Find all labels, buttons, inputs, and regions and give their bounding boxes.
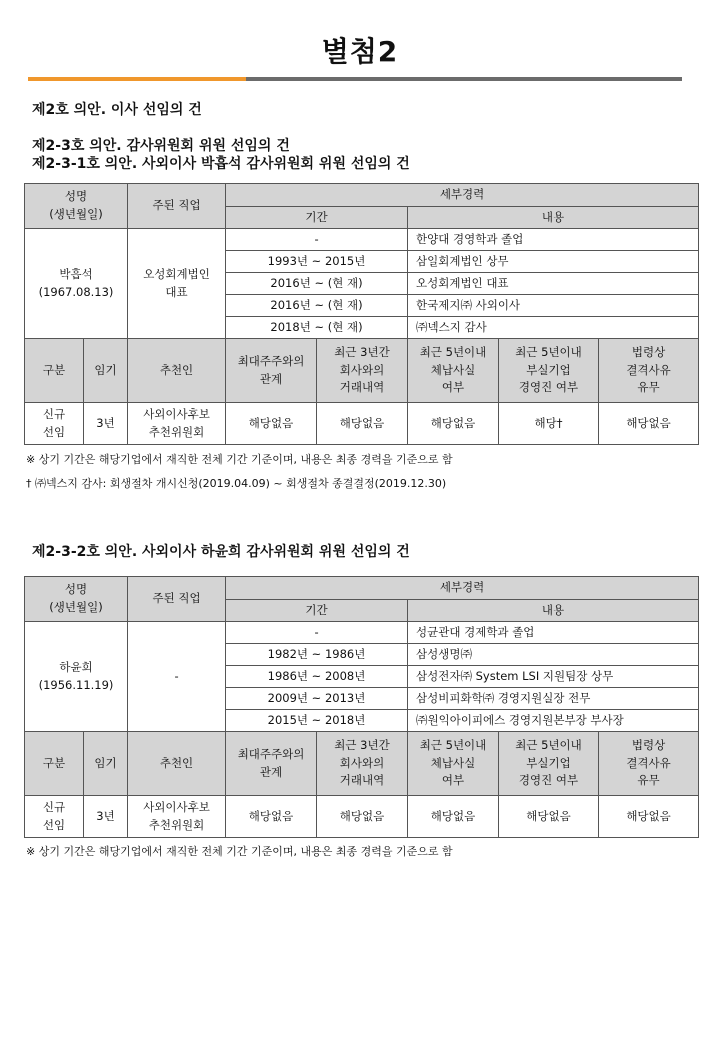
candidate-table-1 bbox=[24, 183, 699, 445]
career-period: 2016년 ~ (현 재) bbox=[226, 295, 408, 317]
career-period: - bbox=[226, 229, 408, 251]
occupation-header: 주된 직업 bbox=[128, 184, 226, 229]
candidate-occupation-cell: 오성회계법인 대표 bbox=[128, 229, 226, 339]
career-period: 2009년 ~ 2013년 bbox=[226, 688, 408, 710]
tax-delinquency-value: 해당없음 bbox=[408, 796, 499, 838]
career-period: 2018년 ~ (현 재) bbox=[226, 317, 408, 339]
insolvent-company-header: 최근 5년이내 부실기업 경영진 여부 bbox=[499, 339, 599, 403]
disqualification-header: 법령상 결격사유 유무 bbox=[599, 732, 699, 796]
career-content: 한양대 경영학과 졸업 bbox=[408, 229, 699, 251]
content-header: 내용 bbox=[408, 207, 699, 229]
candidate-name-cell bbox=[25, 622, 128, 732]
insolvent-company-value: 해당없음 bbox=[499, 796, 599, 838]
career-content: 오성회계법인 대표 bbox=[408, 273, 699, 295]
table2-note: ※ 상기 기간은 해당기업에서 재직한 전체 기간 기준이며, 내용은 최종 경력을 기준으로 함 bbox=[26, 845, 453, 858]
transactions-header: 최근 3년간 회사와의 거래내역 bbox=[317, 732, 408, 796]
career-content: 삼성생명㈜ bbox=[408, 644, 699, 666]
period-header: 기간 bbox=[226, 600, 408, 622]
candidate-name-cell bbox=[25, 229, 128, 339]
candidate-table-2 bbox=[24, 576, 699, 838]
career-period: 1986년 ~ 2008년 bbox=[226, 666, 408, 688]
term-header: 임기 bbox=[84, 339, 128, 403]
disqualification-value: 해당없음 bbox=[599, 796, 699, 838]
page-title: 별첨2 bbox=[321, 35, 399, 68]
content-header: 내용 bbox=[408, 600, 699, 622]
largest-shareholder-header: 최대주주와의 관계 bbox=[226, 339, 317, 403]
tax-delinquency-header: 최근 5년이내 체납사실 여부 bbox=[408, 732, 499, 796]
agenda-heading-sub: 제2-3호 의안. 감사위원회 위원 선임의 건 bbox=[32, 138, 290, 154]
career-period: - bbox=[226, 622, 408, 644]
recommender-value: 사외이사후보 추천위원회 bbox=[128, 403, 226, 445]
tax-delinquency-header: 최근 5년이내 체납사실 여부 bbox=[408, 339, 499, 403]
occupation-header: 주된 직업 bbox=[128, 577, 226, 622]
largest-shareholder-value: 해당없음 bbox=[226, 796, 317, 838]
career-header: 세부경력 bbox=[226, 577, 699, 600]
candidate-occupation-cell: - bbox=[128, 622, 226, 732]
term-value: 3년 bbox=[84, 796, 128, 838]
recommender-header: 추천인 bbox=[128, 732, 226, 796]
name-header: 성명 (생년월일) bbox=[25, 577, 128, 622]
career-content: 삼성전자㈜ System LSI 지원팀장 상무 bbox=[408, 666, 699, 688]
career-content: 성균관대 경제학과 졸업 bbox=[408, 622, 699, 644]
agenda-heading-main: 제2호 의안. 이사 선임의 건 bbox=[32, 102, 202, 118]
tax-delinquency-value: 해당없음 bbox=[408, 403, 499, 445]
disqualification-header: 법령상 결격사유 유무 bbox=[599, 339, 699, 403]
career-content: 삼일회계법인 상무 bbox=[408, 251, 699, 273]
recommender-value: 사외이사후보 추천위원회 bbox=[128, 796, 226, 838]
transactions-value: 해당없음 bbox=[317, 796, 408, 838]
term-header: 임기 bbox=[84, 732, 128, 796]
table1-heading: 제2-3-1호 의안. 사외이사 박흡석 감사위원회 위원 선임의 건 bbox=[32, 156, 410, 172]
largest-shareholder-header: 최대주주와의 관계 bbox=[226, 732, 317, 796]
term-value: 3년 bbox=[84, 403, 128, 445]
candidate-name: 박흡석 bbox=[59, 266, 93, 281]
category-value: 신규 선임 bbox=[25, 796, 84, 838]
career-header: 세부경력 bbox=[226, 184, 699, 207]
largest-shareholder-value: 해당없음 bbox=[226, 403, 317, 445]
table1-footnote: † ㈜넥스지 감사: 회생절차 개시신청(2019.04.09) ~ 회생절차 종결결정(2019.12.30) bbox=[26, 477, 447, 490]
transactions-value: 해당없음 bbox=[317, 403, 408, 445]
period-header: 기간 bbox=[226, 207, 408, 229]
candidate-name: 하윤희 bbox=[59, 659, 93, 674]
category-header: 구분 bbox=[25, 732, 84, 796]
disqualification-value: 해당없음 bbox=[599, 403, 699, 445]
table1-note: ※ 상기 기간은 해당기업에서 재직한 전체 기간 기준이며, 내용은 최종 경력을 기준으로 함 bbox=[26, 453, 453, 466]
career-content: 삼성비피화학㈜ 경영지원실장 전무 bbox=[408, 688, 699, 710]
recommender-header: 추천인 bbox=[128, 339, 226, 403]
career-period: 1993년 ~ 2015년 bbox=[226, 251, 408, 273]
career-period: 2015년 ~ 2018년 bbox=[226, 710, 408, 732]
career-content: ㈜넥스지 감사 bbox=[408, 317, 699, 339]
name-header: 성명 (생년월일) bbox=[25, 184, 128, 229]
insolvent-company-value: 해당† bbox=[499, 403, 599, 445]
career-period: 2016년 ~ (현 재) bbox=[226, 273, 408, 295]
insolvent-company-header: 최근 5년이내 부실기업 경영진 여부 bbox=[499, 732, 599, 796]
candidate-birth: (1967.08.13) bbox=[38, 284, 114, 299]
career-content: 한국제지㈜ 사외이사 bbox=[408, 295, 699, 317]
career-period: 1982년 ~ 1986년 bbox=[226, 644, 408, 666]
candidate-birth: (1956.11.19) bbox=[38, 677, 114, 692]
transactions-header: 최근 3년간 회사와의 거래내역 bbox=[317, 339, 408, 403]
category-value: 신규 선임 bbox=[25, 403, 84, 445]
table2-heading: 제2-3-2호 의안. 사외이사 하윤희 감사위원회 위원 선임의 건 bbox=[32, 544, 410, 560]
career-content: ㈜원익아이피에스 경영지원본부장 부사장 bbox=[408, 710, 699, 732]
title-rule-accent bbox=[28, 77, 246, 81]
title-rule bbox=[246, 77, 682, 81]
category-header: 구분 bbox=[25, 339, 84, 403]
